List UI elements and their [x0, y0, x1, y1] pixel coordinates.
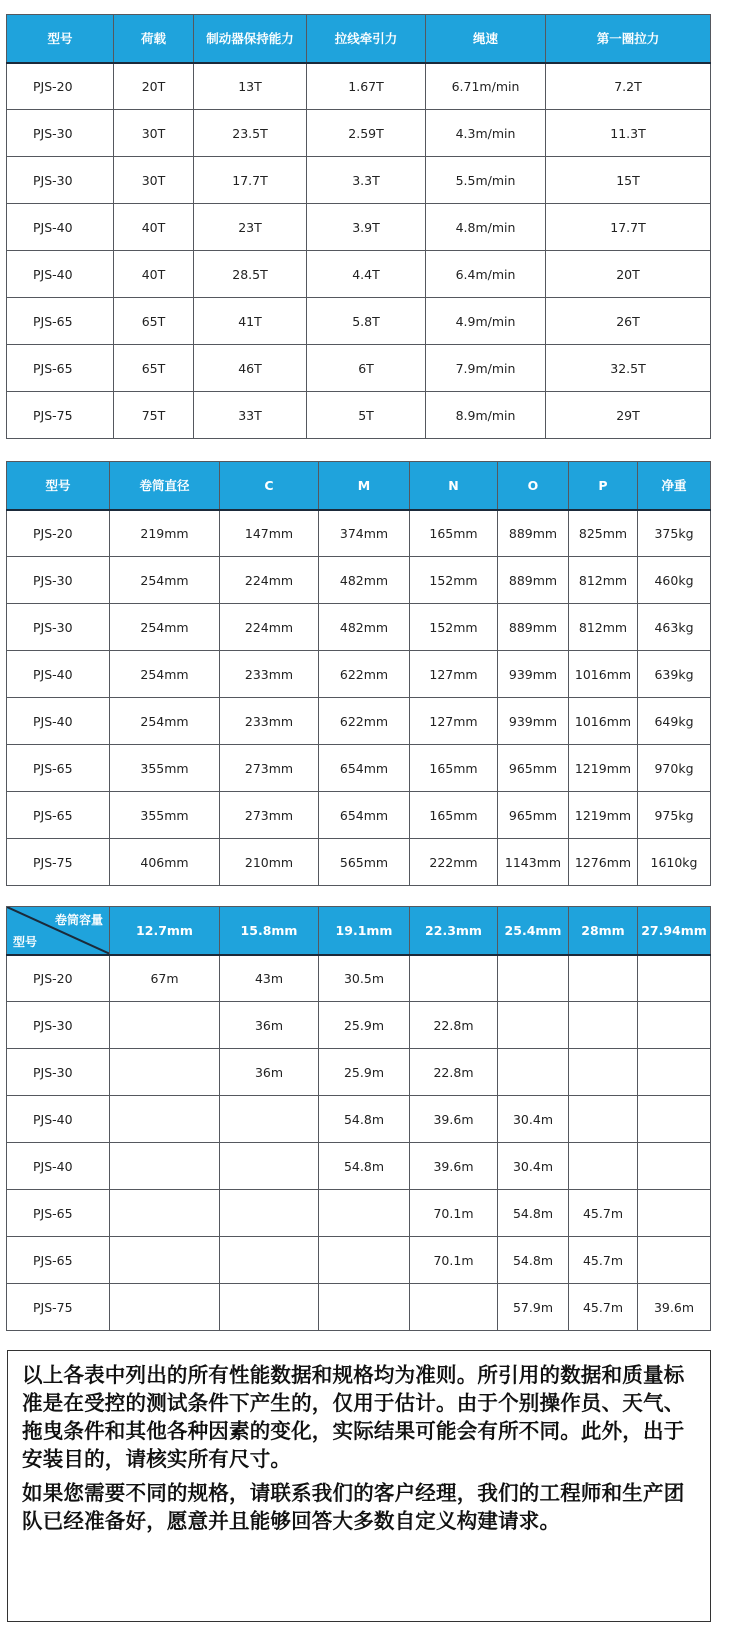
value-cell	[110, 1002, 220, 1049]
value-cell	[569, 955, 638, 1002]
value-cell: 889mm	[498, 557, 569, 604]
value-cell: 463kg	[638, 604, 711, 651]
value-cell: 11.3T	[546, 110, 711, 157]
value-cell: 3.3T	[307, 157, 426, 204]
value-cell	[110, 1143, 220, 1190]
value-cell: 975kg	[638, 792, 711, 839]
value-cell: 7.2T	[546, 63, 711, 110]
table-row	[7, 604, 711, 651]
col-header-rope-22-3: 22.3mm	[410, 907, 498, 955]
dimensions-table-body	[7, 510, 711, 886]
value-cell	[638, 1237, 711, 1284]
value-cell: 355mm	[110, 792, 220, 839]
value-cell	[638, 1190, 711, 1237]
value-cell: 649kg	[638, 698, 711, 745]
value-cell: 45.7m	[569, 1190, 638, 1237]
col-header-rope-27-94: 27.94mm	[638, 907, 711, 955]
value-cell: 28.5T	[194, 251, 307, 298]
value-cell: 30.4m	[498, 1096, 569, 1143]
value-cell: 622mm	[319, 651, 410, 698]
model-cell: PJS-75	[7, 392, 114, 439]
value-cell	[498, 1049, 569, 1096]
table-header-row	[7, 462, 711, 510]
value-cell	[319, 1190, 410, 1237]
value-cell: 13T	[194, 63, 307, 110]
value-cell: 43m	[220, 955, 319, 1002]
value-cell	[638, 1143, 711, 1190]
value-cell	[638, 955, 711, 1002]
table-row	[7, 1190, 711, 1237]
col-header-rope-15-8: 15.8mm	[220, 907, 319, 955]
value-cell: 254mm	[110, 698, 220, 745]
corner-header-diagonal	[7, 907, 110, 955]
value-cell: 1219mm	[569, 792, 638, 839]
value-cell: 1016mm	[569, 698, 638, 745]
value-cell: 36m	[220, 1002, 319, 1049]
value-cell: 45.7m	[569, 1284, 638, 1331]
model-cell: PJS-75	[7, 839, 110, 886]
model-cell: PJS-65	[7, 1237, 110, 1284]
value-cell: 374mm	[319, 510, 410, 557]
value-cell: 36m	[220, 1049, 319, 1096]
value-cell	[569, 1002, 638, 1049]
value-cell: 5.5m/min	[426, 157, 546, 204]
col-header-n: N	[410, 462, 498, 510]
value-cell: 889mm	[498, 510, 569, 557]
col-header-rope-12-7: 12.7mm	[110, 907, 220, 955]
value-cell: 23.5T	[194, 110, 307, 157]
col-header-p: P	[569, 462, 638, 510]
value-cell: 6T	[307, 345, 426, 392]
value-cell: 970kg	[638, 745, 711, 792]
value-cell: 224mm	[220, 557, 319, 604]
value-cell: 1276mm	[569, 839, 638, 886]
value-cell: 70.1m	[410, 1237, 498, 1284]
value-cell: 273mm	[220, 745, 319, 792]
corner-label-model: 型号	[13, 934, 38, 949]
value-cell	[638, 1049, 711, 1096]
model-cell: PJS-30	[7, 1049, 110, 1096]
value-cell: 22.8m	[410, 1002, 498, 1049]
value-cell: 654mm	[319, 792, 410, 839]
value-cell: 565mm	[319, 839, 410, 886]
model-cell: PJS-65	[7, 792, 110, 839]
value-cell	[569, 1143, 638, 1190]
value-cell: 1143mm	[498, 839, 569, 886]
value-cell: 152mm	[410, 604, 498, 651]
value-cell	[220, 1143, 319, 1190]
value-cell	[110, 1237, 220, 1284]
col-header-model: 型号	[7, 462, 110, 510]
value-cell	[220, 1237, 319, 1284]
value-cell: 165mm	[410, 745, 498, 792]
value-cell: 482mm	[319, 604, 410, 651]
value-cell: 54.8m	[498, 1190, 569, 1237]
value-cell: 22.8m	[410, 1049, 498, 1096]
drum-capacity-table-body	[7, 955, 711, 1331]
model-cell: PJS-65	[7, 345, 114, 392]
value-cell: 639kg	[638, 651, 711, 698]
col-header-net-weight: 净重	[638, 462, 711, 510]
value-cell	[638, 1096, 711, 1143]
value-cell: 4.8m/min	[426, 204, 546, 251]
value-cell: 25.9m	[319, 1049, 410, 1096]
value-cell: 8.9m/min	[426, 392, 546, 439]
model-cell: PJS-30	[7, 110, 114, 157]
table-row	[7, 651, 711, 698]
table-row	[7, 698, 711, 745]
model-cell: PJS-65	[7, 298, 114, 345]
value-cell: 46T	[194, 345, 307, 392]
col-header-rope-19-1: 19.1mm	[319, 907, 410, 955]
disclaimer-paragraph: 以上各表中列出的所有性能数据和规格均为准则。所引用的数据和质量标准是在受控的测试条件下产生的，仅用于估计。由于个别操作员、天气、拖曳条件和其他各种因素的变化，实际结果可能会有所不同。此外，出于安装目的，请核实所有尺寸。	[22, 1363, 685, 1471]
value-cell: 1610kg	[638, 839, 711, 886]
value-cell: 40T	[114, 251, 194, 298]
value-cell	[110, 1284, 220, 1331]
model-cell: PJS-30	[7, 157, 114, 204]
value-cell: 254mm	[110, 557, 220, 604]
value-cell: 20T	[546, 251, 711, 298]
value-cell	[410, 955, 498, 1002]
value-cell: 39.6m	[410, 1096, 498, 1143]
drum-capacity-table	[6, 906, 711, 1331]
table-row	[7, 392, 711, 439]
value-cell: 4.4T	[307, 251, 426, 298]
contact-paragraph: 如果您需要不同的规格，请联系我们的客户经理，我们的工程师和生产团队已经准备好，愿意并且能够回答大多数自定义构建请求。	[22, 1481, 685, 1533]
value-cell: 210mm	[220, 839, 319, 886]
value-cell: 460kg	[638, 557, 711, 604]
value-cell: 4.3m/min	[426, 110, 546, 157]
value-cell: 939mm	[498, 651, 569, 698]
value-cell: 825mm	[569, 510, 638, 557]
value-cell	[220, 1096, 319, 1143]
value-cell: 254mm	[110, 604, 220, 651]
col-header-rope-25-4: 25.4mm	[498, 907, 569, 955]
value-cell: 65T	[114, 298, 194, 345]
value-cell: 57.9m	[498, 1284, 569, 1331]
value-cell: 5.8T	[307, 298, 426, 345]
col-header-drum-diameter: 卷筒直径	[110, 462, 220, 510]
col-header-model: 型号	[7, 15, 114, 63]
value-cell: 1016mm	[569, 651, 638, 698]
value-cell	[569, 1096, 638, 1143]
value-cell: 29T	[546, 392, 711, 439]
value-cell: 965mm	[498, 792, 569, 839]
model-cell: PJS-30	[7, 604, 110, 651]
table-header-row	[7, 907, 711, 955]
table-row	[7, 204, 711, 251]
value-cell	[319, 1284, 410, 1331]
value-cell: 75T	[114, 392, 194, 439]
col-header-rope-speed: 绳速	[426, 15, 546, 63]
value-cell: 40T	[114, 204, 194, 251]
value-cell: 147mm	[220, 510, 319, 557]
model-cell: PJS-20	[7, 510, 110, 557]
value-cell: 127mm	[410, 698, 498, 745]
value-cell: 17.7T	[546, 204, 711, 251]
table-row	[7, 510, 711, 557]
table-row	[7, 745, 711, 792]
value-cell: 6.4m/min	[426, 251, 546, 298]
value-cell: 406mm	[110, 839, 220, 886]
table-row	[7, 1049, 711, 1096]
table-row	[7, 557, 711, 604]
model-cell: PJS-20	[7, 955, 110, 1002]
table-row	[7, 298, 711, 345]
value-cell: 7.9m/min	[426, 345, 546, 392]
value-cell: 39.6m	[410, 1143, 498, 1190]
model-cell: PJS-65	[7, 1190, 110, 1237]
model-cell: PJS-75	[7, 1284, 110, 1331]
performance-table-body	[7, 63, 711, 439]
value-cell: 39.6m	[638, 1284, 711, 1331]
value-cell	[569, 1049, 638, 1096]
value-cell: 30T	[114, 157, 194, 204]
model-cell: PJS-40	[7, 251, 114, 298]
value-cell	[220, 1190, 319, 1237]
table-row	[7, 1284, 711, 1331]
value-cell: 25.9m	[319, 1002, 410, 1049]
value-cell: 165mm	[410, 510, 498, 557]
table-row	[7, 110, 711, 157]
model-cell: PJS-40	[7, 651, 110, 698]
value-cell: 33T	[194, 392, 307, 439]
model-cell: PJS-40	[7, 1143, 110, 1190]
value-cell: 355mm	[110, 745, 220, 792]
model-cell: PJS-65	[7, 745, 110, 792]
value-cell: 127mm	[410, 651, 498, 698]
value-cell: 812mm	[569, 557, 638, 604]
col-header-first-layer-pull: 第一圈拉力	[546, 15, 711, 63]
disclaimer-box	[7, 1350, 711, 1622]
value-cell: 65T	[114, 345, 194, 392]
value-cell	[110, 1096, 220, 1143]
value-cell: 939mm	[498, 698, 569, 745]
value-cell: 254mm	[110, 651, 220, 698]
value-cell: 30.5m	[319, 955, 410, 1002]
performance-table	[6, 14, 711, 439]
value-cell	[498, 1002, 569, 1049]
value-cell: 165mm	[410, 792, 498, 839]
value-cell: 1.67T	[307, 63, 426, 110]
value-cell: 375kg	[638, 510, 711, 557]
table-row	[7, 1002, 711, 1049]
table-row	[7, 955, 711, 1002]
model-cell: PJS-40	[7, 1096, 110, 1143]
value-cell: 812mm	[569, 604, 638, 651]
col-header-rope-28: 28mm	[569, 907, 638, 955]
model-cell: PJS-40	[7, 698, 110, 745]
col-header-c: C	[220, 462, 319, 510]
value-cell: 67m	[110, 955, 220, 1002]
value-cell: 30.4m	[498, 1143, 569, 1190]
value-cell: 1219mm	[569, 745, 638, 792]
value-cell: 219mm	[110, 510, 220, 557]
col-header-brake-holding: 制动器保持能力	[194, 15, 307, 63]
value-cell	[110, 1190, 220, 1237]
value-cell	[110, 1049, 220, 1096]
value-cell: 273mm	[220, 792, 319, 839]
value-cell: 233mm	[220, 698, 319, 745]
value-cell: 26T	[546, 298, 711, 345]
table-header-row	[7, 15, 711, 63]
value-cell: 45.7m	[569, 1237, 638, 1284]
table-row	[7, 63, 711, 110]
value-cell: 54.8m	[319, 1143, 410, 1190]
value-cell	[319, 1237, 410, 1284]
value-cell: 482mm	[319, 557, 410, 604]
value-cell: 15T	[546, 157, 711, 204]
table-row	[7, 1237, 711, 1284]
dimensions-table	[6, 461, 711, 886]
value-cell: 32.5T	[546, 345, 711, 392]
value-cell: 965mm	[498, 745, 569, 792]
value-cell: 654mm	[319, 745, 410, 792]
model-cell: PJS-40	[7, 204, 114, 251]
model-cell: PJS-30	[7, 1002, 110, 1049]
col-header-load: 荷载	[114, 15, 194, 63]
model-cell: PJS-20	[7, 63, 114, 110]
value-cell: 5T	[307, 392, 426, 439]
table-row	[7, 1143, 711, 1190]
value-cell: 222mm	[410, 839, 498, 886]
col-header-m: M	[319, 462, 410, 510]
corner-label-drum-capacity: 卷筒容量	[54, 913, 103, 927]
table-row	[7, 251, 711, 298]
value-cell: 152mm	[410, 557, 498, 604]
value-cell: 3.9T	[307, 204, 426, 251]
value-cell: 4.9m/min	[426, 298, 546, 345]
value-cell: 2.59T	[307, 110, 426, 157]
value-cell: 70.1m	[410, 1190, 498, 1237]
value-cell: 54.8m	[498, 1237, 569, 1284]
value-cell	[498, 955, 569, 1002]
value-cell: 233mm	[220, 651, 319, 698]
value-cell	[410, 1284, 498, 1331]
table-row	[7, 157, 711, 204]
col-header-o: O	[498, 462, 569, 510]
value-cell: 17.7T	[194, 157, 307, 204]
table-row	[7, 792, 711, 839]
col-header-line-pull: 拉线牵引力	[307, 15, 426, 63]
value-cell: 622mm	[319, 698, 410, 745]
table-row	[7, 1096, 711, 1143]
value-cell	[638, 1002, 711, 1049]
value-cell: 54.8m	[319, 1096, 410, 1143]
model-cell: PJS-30	[7, 557, 110, 604]
table-row	[7, 839, 711, 886]
value-cell: 41T	[194, 298, 307, 345]
value-cell: 20T	[114, 63, 194, 110]
value-cell	[220, 1284, 319, 1331]
table-row	[7, 345, 711, 392]
value-cell: 6.71m/min	[426, 63, 546, 110]
value-cell: 224mm	[220, 604, 319, 651]
value-cell: 23T	[194, 204, 307, 251]
value-cell: 889mm	[498, 604, 569, 651]
value-cell: 30T	[114, 110, 194, 157]
